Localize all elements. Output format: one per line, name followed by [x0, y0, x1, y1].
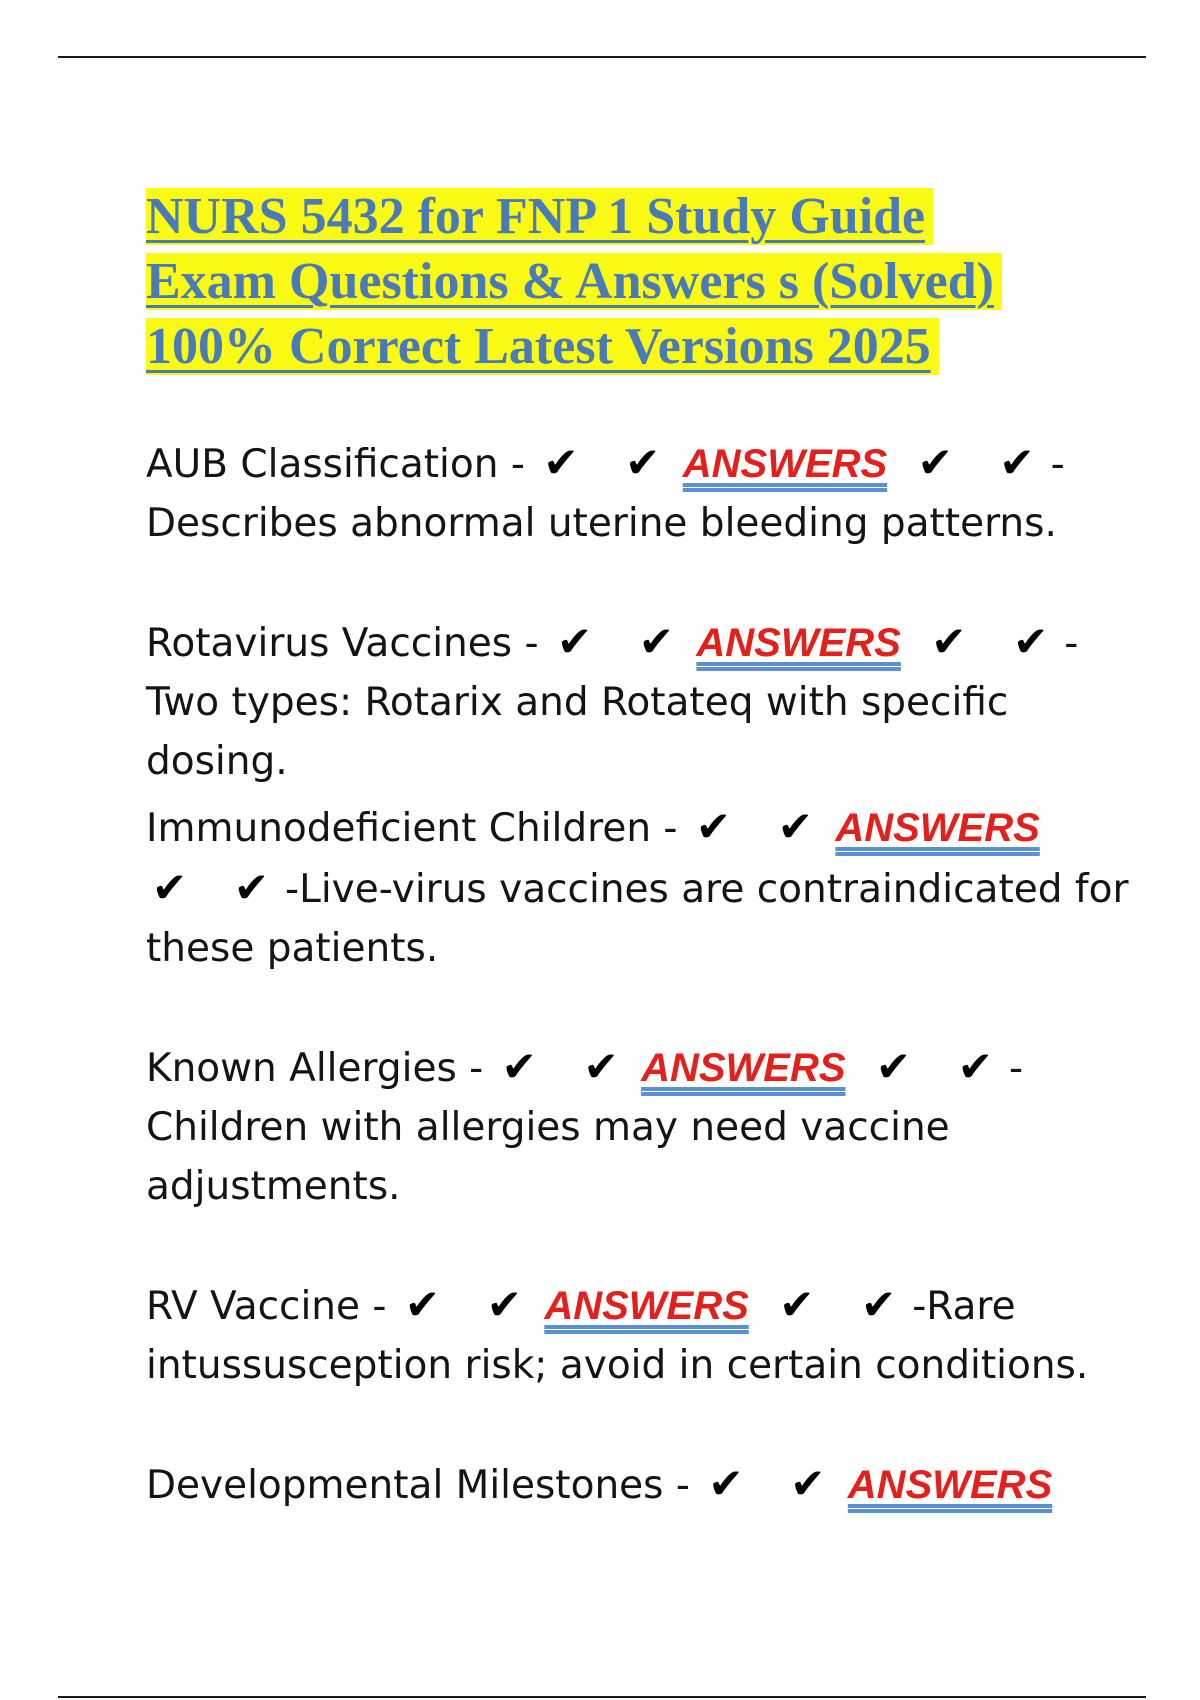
- document-title: [146, 184, 1146, 379]
- checkmark-icon: ✔ ✔: [931, 617, 1065, 666]
- entry-answer: -Describes abnormal uterine bleeding patterns.: [146, 442, 1065, 546]
- checkmark-icon: ✔ ✔: [695, 802, 829, 851]
- entry-answer: -Rare intussusception risk; avoid in certain conditions.: [146, 1284, 1089, 1388]
- qa-entry-rotavirus: [146, 612, 1146, 791]
- title-line-3: 100% Correct Latest Versions 2025: [146, 318, 939, 375]
- checkmark-icon: ✔ ✔: [543, 438, 677, 487]
- top-rule: [58, 56, 1146, 58]
- entry-term: RV Vaccine -: [146, 1284, 387, 1329]
- qa-entry-aub: [146, 433, 1146, 553]
- answers-label: ANSWERS: [847, 1463, 1053, 1507]
- checkmark-icon: ✔ ✔: [152, 863, 286, 912]
- bottom-rule: [58, 1696, 1146, 1698]
- title-line-2: Exam Questions & Answers s (Solved): [146, 253, 1002, 310]
- entry-term: Rotavirus Vaccines -: [146, 621, 539, 666]
- qa-entry-immunodeficient: [146, 797, 1146, 978]
- checkmark-icon: ✔ ✔: [917, 438, 1051, 487]
- checkmark-icon: ✔ ✔: [708, 1459, 842, 1508]
- checkmark-icon: ✔ ✔: [501, 1042, 635, 1091]
- entry-term: AUB Classification -: [146, 442, 525, 487]
- answers-label: ANSWERS: [696, 621, 901, 665]
- entry-answer: -Children with allergies may need vaccine adjustments.: [146, 1046, 1024, 1209]
- document-body: [146, 184, 1146, 1515]
- entry-answer: -Two types: Rotarix and Rotateq with specific dosing.: [146, 621, 1079, 784]
- answers-label: ANSWERS: [544, 1284, 749, 1328]
- checkmark-icon: ✔ ✔: [556, 617, 690, 666]
- answers-label: ANSWERS: [835, 806, 1040, 850]
- entry-term: Developmental Milestones -: [146, 1463, 690, 1508]
- checkmark-icon: ✔ ✔: [779, 1280, 913, 1329]
- answers-label: ANSWERS: [641, 1046, 846, 1090]
- checkmark-icon: ✔ ✔: [404, 1280, 538, 1329]
- checkmark-icon: ✔ ✔: [875, 1042, 1009, 1091]
- qa-entry-allergies: [146, 1037, 1146, 1216]
- entry-term: Immunodeficient Children -: [146, 806, 678, 851]
- answers-label: ANSWERS: [682, 442, 888, 486]
- entry-answer: -Live-virus vaccines are contraindicated for these patients.: [146, 867, 1129, 971]
- entry-term: Known Allergies -: [146, 1046, 484, 1091]
- qa-entry-milestones: [146, 1454, 1146, 1515]
- qa-entry-rv-vaccine: [146, 1275, 1146, 1395]
- title-line-1: NURS 5432 for FNP 1 Study Guide: [146, 188, 933, 245]
